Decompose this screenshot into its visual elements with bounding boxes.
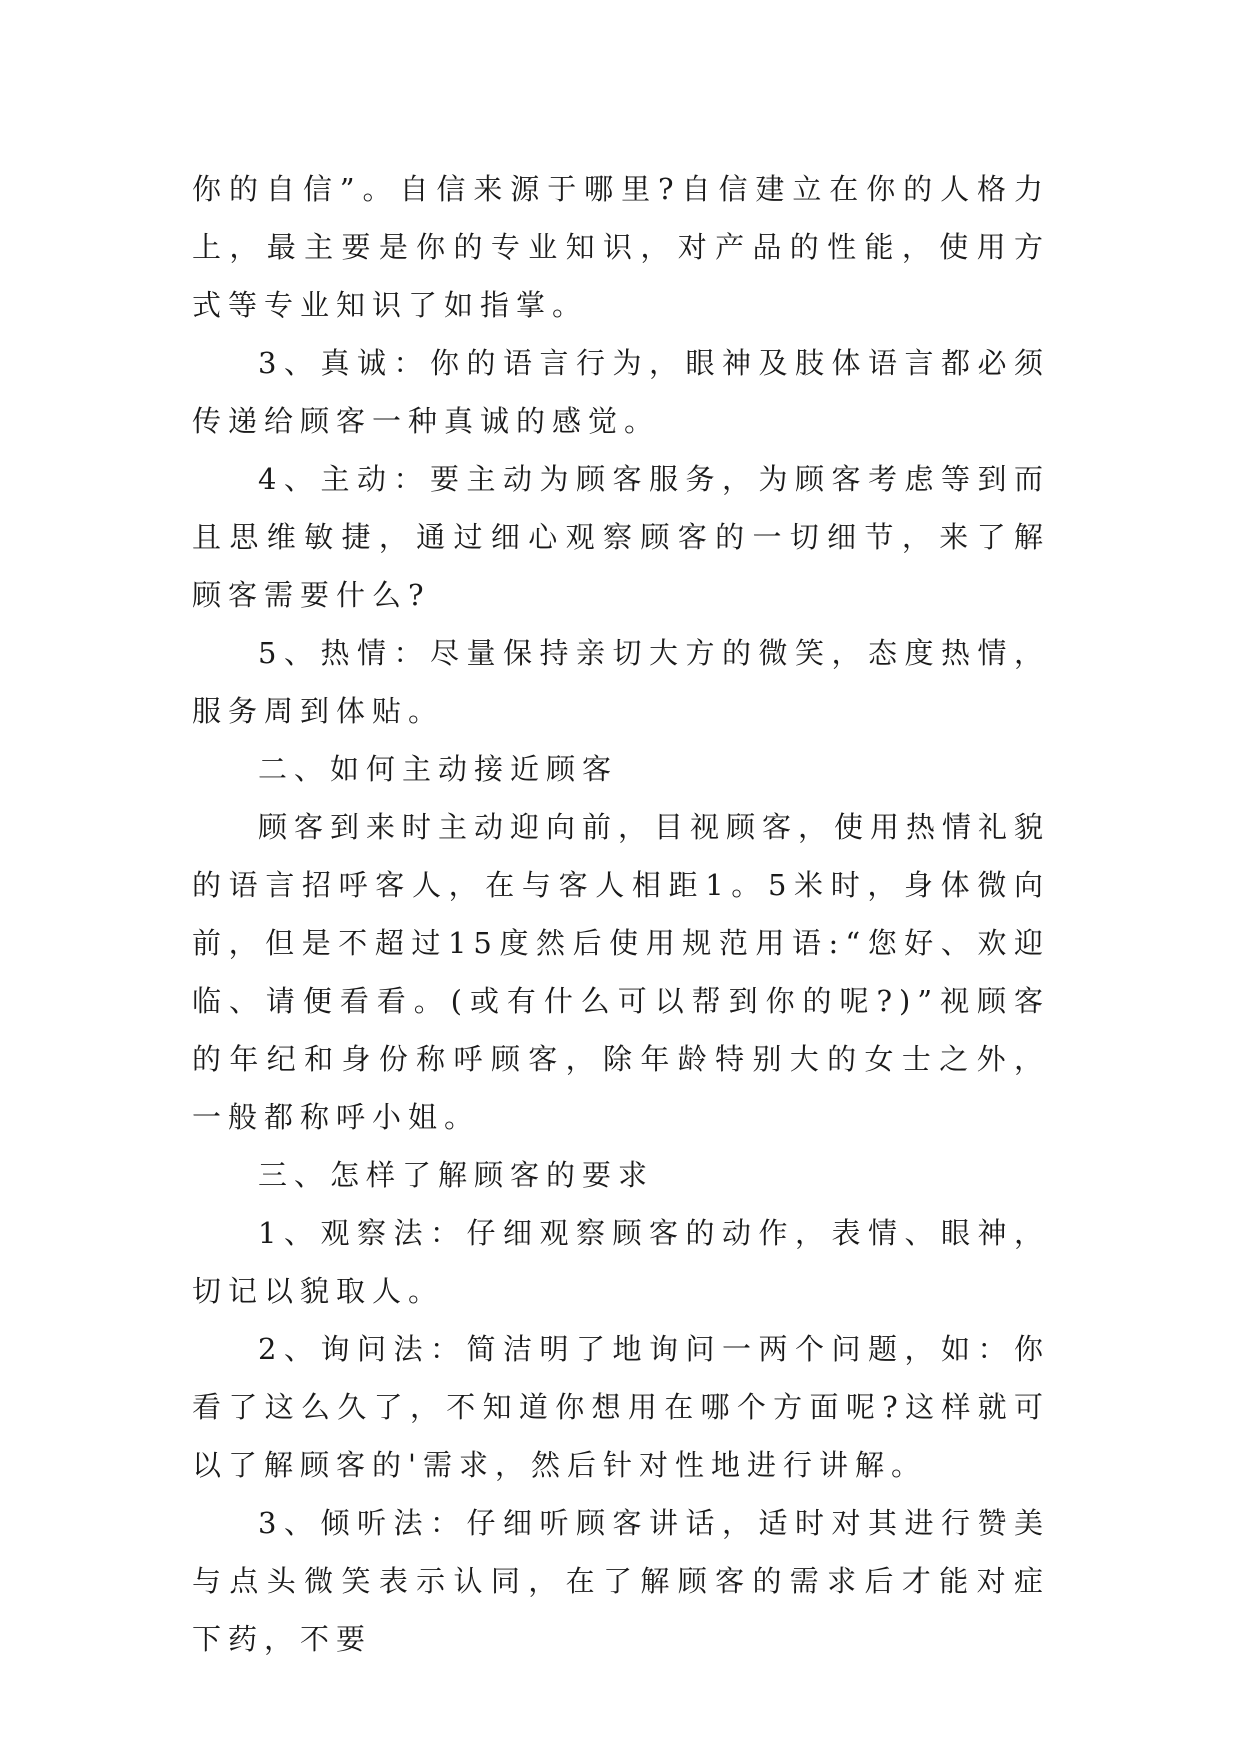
paragraph-enthusiasm: 5、热情：尽量保持亲切大方的微笑，态度热情，服务周到体贴。 — [192, 636, 1050, 728]
paragraph-sincerity: 3、真诚：你的语言行为，眼神及肢体语言都必须传递给顾客一种真诚的感觉。 — [192, 346, 1050, 438]
paragraph-initiative: 4、主动：要主动为顾客服务，为顾客考虑等到而且思维敏捷，通过细心观察顾客的一切细节，来了解顾客需要什么? — [192, 462, 1050, 612]
paragraph-listening: 3、倾听法：仔细听顾客讲话，适时对其进行赞美与点头微笑表示认同，在了解顾客的需求后才能对症下药，不要 — [192, 1506, 1050, 1656]
document-body — [192, 160, 1050, 1668]
section-heading-approach-customer: 二、如何主动接近顾客 — [258, 752, 619, 786]
paragraph-inquiry: 2、询问法：简洁明了地询问一两个问题，如：你看了这么久了，不知道你想用在哪个方面呢?这样就可以了解顾客的'需求，然后针对性地进行讲解。 — [192, 1332, 1050, 1482]
paragraph-observation: 1、观察法：仔细观察顾客的动作，表情、眼神，切记以貌取人。 — [192, 1216, 1050, 1308]
section-heading-understand-needs: 三、怎样了解顾客的要求 — [258, 1158, 655, 1192]
paragraph-greeting: 顾客到来时主动迎向前，目视顾客，使用热情礼貌的语言招呼客人，在与客人相距1。5米时，身体微向前，但是不超过15度然后使用规范用语:“您好、欢迎临、请便看看。(或有什么可以帮到你的呢?)”视顾客的年纪和身份称呼顾客，除年龄特别大的女士之外，一般都称呼小姐。 — [192, 810, 1051, 1134]
paragraph-continuation: 你的自信”。自信来源于哪里?自信建立在你的人格力上，最主要是你的专业知识，对产品的性能，使用方式等专业知识了如指掌。 — [192, 172, 1050, 322]
